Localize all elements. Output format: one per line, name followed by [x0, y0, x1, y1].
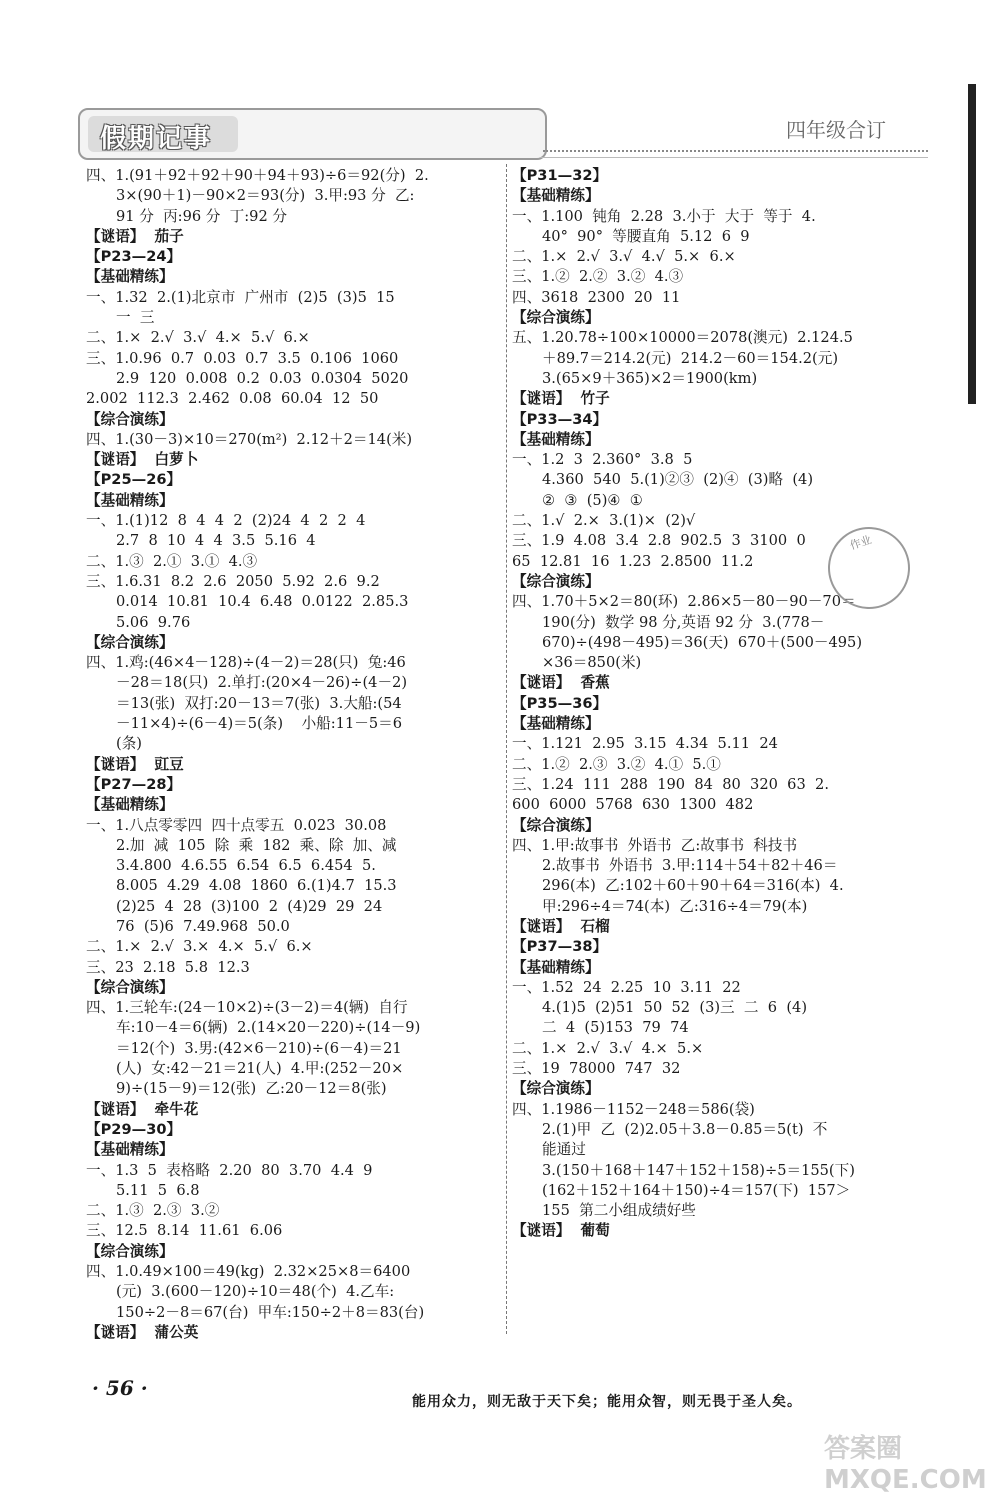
answer-line: 二、1.③ 2.③ 3.② — [86, 1202, 220, 1220]
grade-label: 四年级合订 — [786, 118, 886, 142]
footer-motto: 能用众力，则无敌于天下矣；能用众智，则无畏于圣人矣。 — [412, 1394, 802, 1410]
answer-line: (162＋152＋164＋150)÷4＝157(下) 157＞ — [542, 1181, 851, 1199]
section-heading: 【综合演练】 — [86, 410, 174, 428]
section-heading: 【综合演练】 — [512, 572, 600, 590]
column-divider — [506, 164, 507, 1334]
section-heading: 【P25—26】 — [86, 471, 182, 489]
answer-line: 2.7 8 10 4 4 3.5 5.16 4 — [116, 532, 316, 550]
answer-line: 二、1.× 2.√ 3.× 4.× 5.√ 6.× — [86, 938, 313, 956]
answer-line: 5.06 9.76 — [116, 613, 191, 631]
answer-line: 能通过 — [542, 1141, 586, 1159]
answer-line: 四、1.0.49×100＝49(kg) 2.32×25×8＝6400 — [86, 1263, 411, 1281]
section-heading: 【谜语】 白萝卜 — [86, 451, 199, 469]
answer-line: 甲:296÷4＝74(本) 乙:316÷4＝79(本) — [542, 897, 808, 915]
section-heading: 【P23—24】 — [86, 248, 182, 266]
section-heading: 【基础精练】 — [86, 796, 174, 814]
section-heading: 【谜语】 香蕉 — [512, 674, 610, 692]
answer-line: 一、1.100 钝角 2.28 3.小于 大于 等于 4. — [512, 207, 816, 225]
answer-line: 一、1.3 5 表格略 2.20 80 3.70 4.4 9 — [86, 1161, 373, 1179]
answer-line: 二、1.② 2.③ 3.② 4.① 5.① — [512, 755, 721, 773]
answer-line: 76 (5)6 7.49.968 50.0 — [116, 917, 290, 935]
section-heading: 【谜语】 竹子 — [512, 390, 610, 408]
answer-line: 9)÷(15－9)＝12(张) 乙:20－12＝8(张) — [116, 1080, 387, 1098]
answer-line: 190(分) 数学 98 分,英语 92 分 3.(778－ — [542, 613, 825, 631]
answer-line: 四、1.鸡:(46×4－128)÷(4－2)＝28(只) 兔:46 — [86, 654, 406, 672]
answer-line: (人) 女:42－21＝21(人) 4.甲:(252－20× — [116, 1060, 404, 1078]
section-heading: 【谜语】 豇豆 — [86, 755, 184, 773]
section-heading: 【基础精练】 — [512, 187, 600, 205]
answer-line: 车:10－4＝6(辆) 2.(14×20－220)÷(14－9) — [116, 1019, 421, 1037]
page-number: · 56 · — [92, 1376, 148, 1400]
site-watermark: 答案圈 MXQE.COM — [824, 1434, 987, 1495]
answer-line: 二、1.× 2.√ 3.√ 4.√ 5.× 6.× — [512, 248, 736, 266]
answer-line: 155 第二小组成绩好些 — [542, 1202, 696, 1220]
answer-line: 三、1.0.96 0.7 0.03 0.7 3.5 0.106 1060 — [86, 349, 399, 367]
left-column — [86, 166, 498, 1343]
answer-line: 三、1.24 111 288 190 84 80 320 63 2. — [512, 775, 829, 793]
answer-line: ＝12(个) 3.男:(42×6－210)÷(6－4)＝21 — [116, 1039, 402, 1057]
answer-line: 2.002 112.3 2.462 0.08 60.04 12 50 — [86, 390, 379, 408]
answer-line: 150÷2－8＝67(台) 甲车:150÷2＋8＝83(台) — [116, 1303, 425, 1321]
page-edge-bar — [968, 84, 976, 404]
answer-line: 四、1.(91＋92＋92＋90＋94＋93)÷6＝92(分) 2. — [86, 167, 429, 184]
section-heading: 【综合演练】 — [512, 309, 600, 327]
answer-line: 4.360 540 5.(1)②③ (2)④ (3)略 (4) — [542, 471, 814, 489]
answer-line: (2)25 4 28 (3)100 2 (4)29 29 24 — [116, 897, 383, 915]
answer-line: ×36＝850(米) — [542, 654, 642, 672]
section-heading: 【谜语】 石榴 — [512, 917, 610, 935]
answer-line: 一 三 — [116, 309, 155, 327]
right-column — [512, 166, 922, 1242]
answer-line: －28＝18(只) 2.单打:(20×4－26)÷(4－2) — [116, 674, 408, 692]
answer-line: 0.014 10.81 10.4 6.48 0.0122 2.85.3 — [116, 593, 409, 611]
section-heading: 【综合演练】 — [512, 816, 600, 834]
section-heading: 【谜语】 牵牛花 — [86, 1100, 199, 1118]
answer-line: 四、1.(30－3)×10＝270(m²) 2.12＋2＝14(米) — [86, 430, 413, 448]
answer-line: 四、1.三轮车:(24－10×2)÷(3－2)＝4(辆) 自行 — [86, 999, 408, 1017]
answer-line: 五、1.20.78÷100×10000＝2078(澳元) 2.124.5 — [512, 329, 853, 347]
answer-line: 三、12.5 8.14 11.61 6.06 — [86, 1222, 283, 1240]
section-heading: 【P31—32】 — [512, 167, 608, 184]
section-heading: 【P37—38】 — [512, 938, 608, 956]
answer-line: 670)÷(498－495)＝36(天) 670＋(500－495) — [542, 633, 863, 651]
answer-line: 三、1.② 2.② 3.② 4.③ — [512, 268, 684, 286]
answer-line: 3×(90＋1)－90×2＝93(分) 3.甲:93 分 乙: — [116, 187, 415, 205]
answer-line: 5.11 5 6.8 — [116, 1181, 200, 1199]
answer-line: 3.(65×9＋365)×2＝1900(km) — [542, 369, 758, 387]
answer-line: 四、3618 2300 20 11 — [512, 288, 681, 306]
answer-line: 一、1.121 2.95 3.15 4.34 5.11 24 — [512, 735, 778, 753]
answer-line: 三、1.6.31 8.2 2.6 2050 5.92 2.6 9.2 — [86, 572, 380, 590]
answer-line: 2.9 120 0.008 0.2 0.03 0.0304 5020 — [116, 369, 409, 387]
header-title: 假期记事 — [100, 124, 213, 154]
section-heading: 【基础精练】 — [512, 958, 600, 976]
answer-line: 600 6000 5768 630 1300 482 — [512, 796, 754, 814]
answer-line: 三、19 78000 747 32 — [512, 1060, 681, 1078]
answer-line: 3.4.800 4.6.55 6.54 6.5 6.454 5. — [116, 857, 376, 875]
answer-line: ＝13(张) 双打:20－13＝7(张) 3.大船:(54 — [116, 694, 402, 712]
section-heading: 【P35—36】 — [512, 694, 608, 712]
answer-line: 二 4 (5)153 79 74 — [542, 1019, 689, 1037]
section-heading: 【基础精练】 — [86, 491, 174, 509]
answer-line: 2.(1)甲 乙 (2)2.05＋3.8－0.85＝5(t) 不 — [542, 1120, 828, 1138]
header-rule — [543, 150, 928, 152]
answer-line: ② ③ (5)④ ① — [542, 491, 643, 509]
answer-line: 8.005 4.29 4.08 1860 6.(1)4.7 15.3 — [116, 877, 397, 895]
answer-line: 四、1.甲:故事书 外语书 乙:故事书 科技书 — [512, 836, 798, 854]
section-heading: 【P27—28】 — [86, 775, 182, 793]
answer-line: 二、1.③ 2.① 3.① 4.③ — [86, 552, 258, 570]
answer-line: 二、1.× 2.√ 3.√ 4.× 5.× — [512, 1039, 704, 1057]
section-heading: 【P33—34】 — [512, 410, 608, 428]
answer-line: 四、1.70＋5×2＝80(环) 2.86×5－80－90－70＝ — [512, 593, 856, 611]
section-heading: 【基础精练】 — [86, 1141, 174, 1159]
answer-line: 2.加 减 105 除 乘 182 乘、除 加、减 — [116, 836, 397, 854]
answer-line: 一、1.(1)12 8 4 4 2 (2)24 4 2 2 4 — [86, 512, 366, 530]
answer-line: 91 分 丙:96 分 丁:92 分 — [116, 207, 287, 225]
answer-line: 三、1.9 4.08 3.4 2.8 902.5 3 3100 0 — [512, 532, 806, 550]
answer-line: 一、1.32 2.(1)北京市 广州市 (2)5 (3)5 15 — [86, 288, 395, 306]
section-heading: 【综合演练】 — [86, 1242, 174, 1260]
answer-line: 一、1.52 24 2.25 10 3.11 22 — [512, 978, 741, 996]
answer-line: 40° 90° 等腰直角 5.12 6 9 — [542, 227, 750, 245]
answer-line: 二、1.× 2.√ 3.√ 4.× 5.√ 6.× — [86, 329, 310, 347]
section-heading: 【综合演练】 — [86, 978, 174, 996]
answer-line: 一、1.2 3 2.360° 3.8 5 — [512, 451, 693, 469]
section-heading: 【谜语】 葡萄 — [512, 1222, 610, 1240]
answer-line: 65 12.81 16 1.23 2.8500 11.2 — [512, 552, 754, 570]
section-heading: 【谜语】 茄子 — [86, 227, 184, 245]
section-heading: 【谜语】 蒲公英 — [86, 1323, 199, 1341]
section-heading: 【综合演练】 — [512, 1080, 600, 1098]
section-heading: 【基础精练】 — [86, 268, 174, 286]
answer-line: 二、1.√ 2.× 3.(1)× (2)√ — [512, 512, 696, 530]
answer-line: (元) 3.(600－120)÷10＝48(个) 4.乙车: — [116, 1283, 395, 1301]
answer-line: (条) — [116, 735, 142, 753]
answer-line: 4.(1)5 (2)51 50 52 (3)三 二 6 (4) — [542, 999, 808, 1017]
answer-line: 一、1.八点零零四 四十点零五 0.023 30.08 — [86, 816, 387, 834]
answer-line: 296(本) 乙:102＋60＋90＋64＝316(本) 4. — [542, 877, 844, 895]
stamp-text: 作业 — [848, 533, 874, 553]
answer-line: 2.故事书 外语书 3.甲:114＋54＋82＋46＝ — [542, 857, 838, 875]
answer-line: 三、23 2.18 5.8 12.3 — [86, 958, 250, 976]
header-banner — [78, 108, 547, 160]
section-heading: 【P29—30】 — [86, 1120, 182, 1138]
section-heading: 【综合演练】 — [86, 633, 174, 651]
section-heading: 【基础精练】 — [512, 715, 600, 733]
answer-line: ＋89.7＝214.2(元) 214.2－60＝154.2(元) — [542, 349, 839, 367]
answer-line: 3.(150＋168＋147＋152＋158)÷5＝155(下) — [542, 1161, 855, 1179]
section-heading: 【基础精练】 — [512, 430, 600, 448]
header-rule-secondary — [540, 157, 928, 158]
answer-line: 四、1.1986－1152－248＝586(袋) — [512, 1100, 755, 1118]
answer-line: －11×4)÷(6－4)＝5(条) 小船:11－5＝6 — [116, 715, 402, 733]
